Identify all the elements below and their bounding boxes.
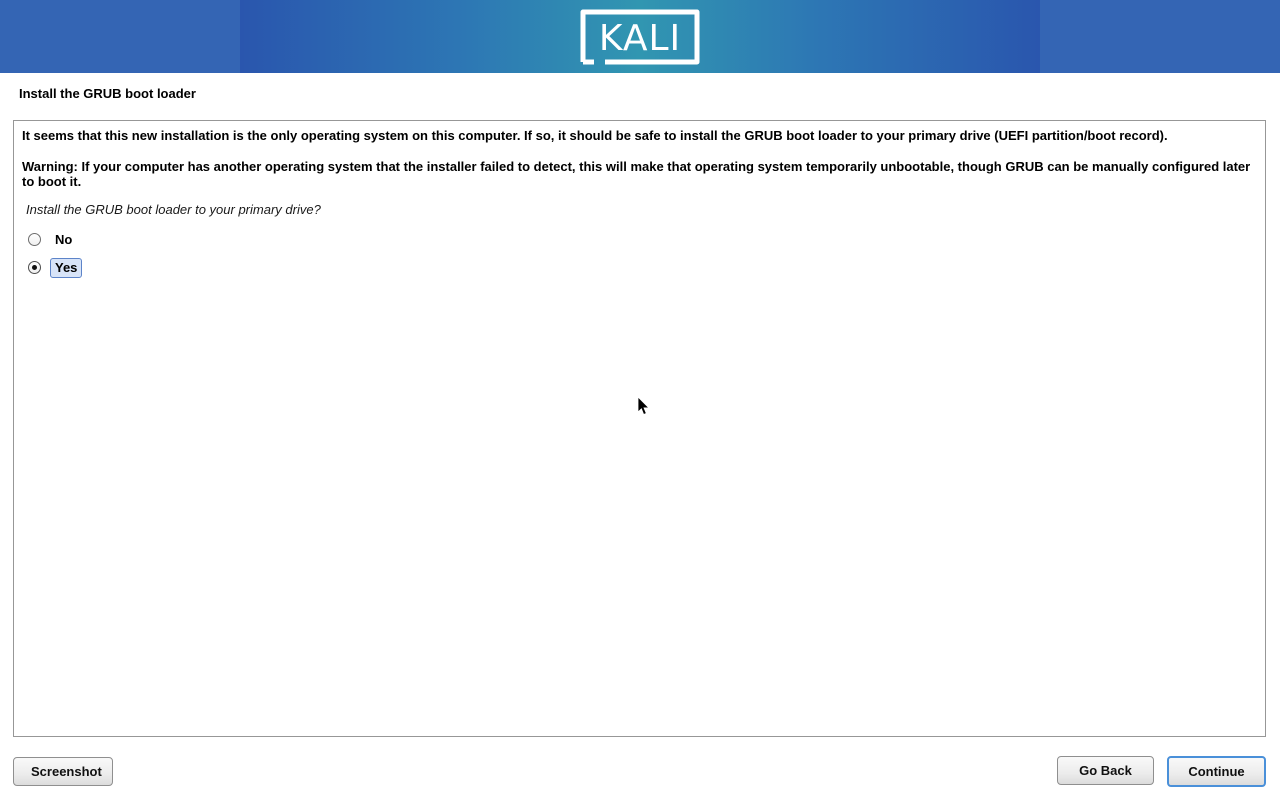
kali-logo-text: KALI	[598, 18, 682, 59]
warning-paragraph: Warning: If your computer has another operating system that the installer failed to detect, this will make that operating system temporarily unbootable, though GRUB can be manually configured later to boot it.	[22, 158, 1251, 189]
banner	[0, 0, 1280, 73]
kali-logo	[579, 8, 701, 66]
radio-yes-label: Yes	[50, 258, 82, 278]
kali-logo-frame-icon	[579, 8, 701, 66]
page-title: Install the GRUB boot loader	[19, 86, 196, 101]
info-paragraph: It seems that this new installation is the only operating system on this computer. If so, it should be safe to install the GRUB boot loader to your primary drive (UEFI partition/boot record).	[22, 128, 1168, 143]
content-panel	[13, 120, 1266, 737]
radio-yes-button[interactable]	[28, 261, 41, 274]
go-back-button[interactable]: Go Back	[1057, 756, 1154, 785]
footer-navigation	[1057, 756, 1266, 787]
radio-no-button[interactable]	[28, 233, 41, 246]
radio-option-yes[interactable]	[22, 258, 1257, 278]
radio-option-no[interactable]	[22, 230, 1257, 250]
radio-no-label: No	[55, 231, 73, 247]
continue-button[interactable]: Continue	[1167, 756, 1266, 787]
radio-group	[22, 230, 1257, 278]
screenshot-button[interactable]: Screenshot	[13, 757, 113, 786]
question-text: Install the GRUB boot loader to your primary drive?	[26, 201, 321, 217]
